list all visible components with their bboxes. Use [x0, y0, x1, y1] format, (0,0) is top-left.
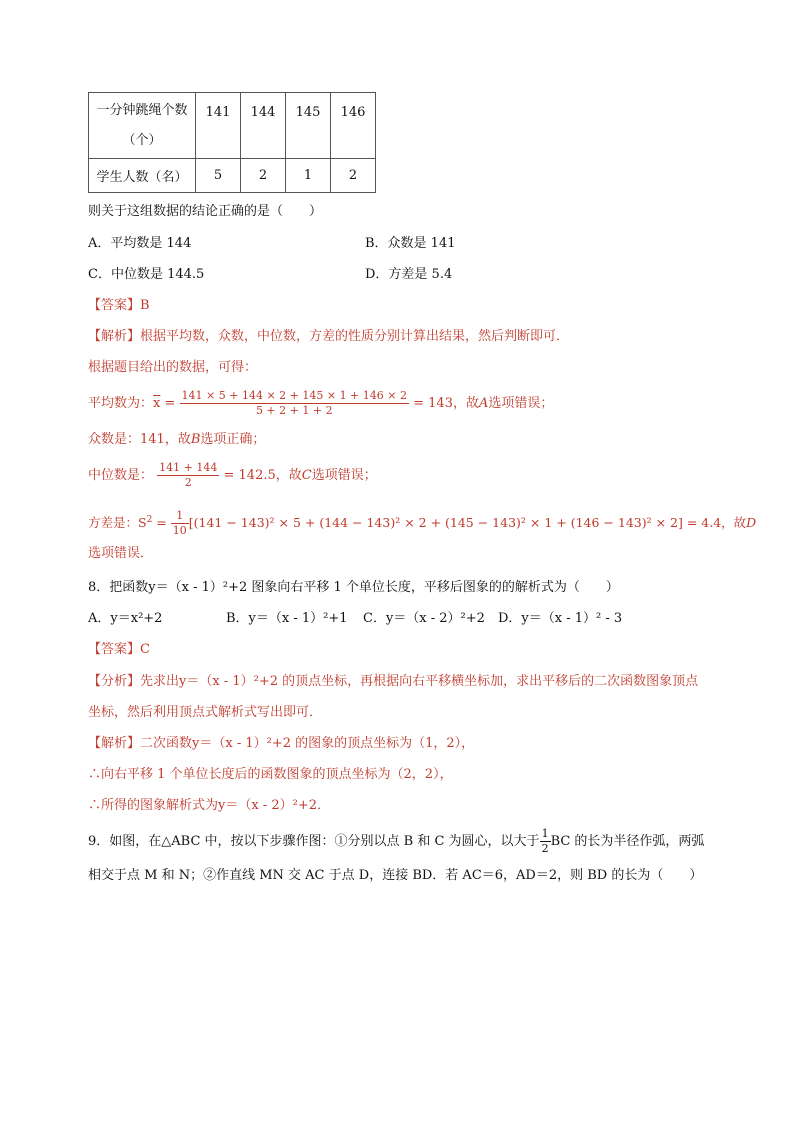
table-header-count: 一分钟跳绳个数 （个） [89, 93, 196, 159]
q9-line1: 9．如图，在△ABC 中，按以下步骤作图：①分别以点 B 和 C 为圆心，以大于 $\frac{1}{2}$ BC 的长为半径作弧，两弧 [88, 827, 705, 855]
mean-symbol: $\overline{x}$ [153, 396, 161, 411]
variance-fraction: $\frac{1}{10}$ [172, 509, 187, 538]
q7-median-line: 中位数是： $\frac{141 + 144}{2}$ = 142.5，故C选项错误； [88, 461, 377, 489]
table-cell: 2 [241, 159, 286, 193]
table-cell: 146 [331, 93, 376, 159]
median-fraction: $\frac{141 + 144}{2}$ [159, 461, 218, 489]
q7-option-d: D．方差是 5.4 [365, 267, 453, 282]
q8-stem: 8．把函数y＝（x - 1）²+2 图象向右平移 1 个单位长度，平移后图象的的解析式为（ ） [88, 580, 619, 595]
table-header-students: 学生人数（名） [89, 159, 196, 193]
q7-stem: 则关于这组数据的结论正确的是（ ） [88, 204, 323, 219]
q8-analysis-l1: 【解析】二次函数y＝（x - 1）²+2 的图象的顶点坐标为（1，2）， [88, 736, 475, 751]
mean-fraction: $\frac{141 \times 5 + 144 \times 2 + 145 \times 1 + 146 \times 2}{5 + 2 + 1 + 2}$ [181, 389, 407, 417]
table-cell: 144 [241, 93, 286, 159]
q7-variance-tail: 选项错误． [88, 546, 154, 561]
q8-fenxi-l2: 坐标，然后利用顶点式解析式写出即可． [88, 705, 323, 720]
q8-option-a: A．y＝x²+2 [88, 611, 163, 626]
data-table [88, 92, 376, 193]
table-cell: 141 [196, 93, 241, 159]
table-cell: 5 [196, 159, 241, 193]
q7-variance-line: 方差是：$S^2$ = $\frac{1}{10}$ [(141 − 143)² × 5 + (144 − 143)² × 2 + (145 − 143)² × 1 + (146 − 143)² × 2] = 4.4，故D [88, 509, 757, 538]
q7-given: 根据题目给出的数据，可得： [88, 360, 258, 375]
q9-fraction: $\frac{1}{2}$ [541, 827, 549, 855]
q7-option-a: A．平均数是 144 [88, 236, 192, 251]
table-cell: 1 [286, 159, 331, 193]
answer-value: B [140, 298, 150, 313]
q8-fenxi-l1: 【分析】先求出y＝（x - 1）²+2 的顶点坐标，再根据向右平移横坐标加，求出平移后的二次函数图象顶点 [88, 674, 699, 689]
table-cell: 145 [286, 93, 331, 159]
q8-option-b: B．y＝（x - 1）²+1 [226, 611, 348, 626]
q9-line2: 相交于点 M 和 N；②作直线 MN 交 AC 于点 D，连接 BD．若 AC＝6，AD＝2，则 BD 的长为（ ） [88, 868, 703, 883]
q8-option-d: D．y＝（x - 1）² - 3 [498, 611, 623, 626]
q8-option-c: C．y＝（x - 2）²+2 [363, 611, 485, 626]
q7-analysis: 【解析】根据平均数，众数，中位数，方差的性质分别计算出结果，然后判断即可． [88, 329, 570, 344]
q7-mode-line: 众数是：141，故B选项正确； [88, 432, 266, 447]
q7-answer [88, 296, 150, 316]
table-cell: 2 [331, 159, 376, 193]
q8-answer: 【答案】C [88, 642, 150, 657]
q7-option-b: B．众数是 141 [365, 236, 456, 251]
analysis-label: 【解析】 [88, 329, 141, 344]
q7-option-c: C．中位数是 144.5 [88, 267, 205, 282]
q8-analysis-l2: ∴向右平移 1 个单位长度后的函数图象的顶点坐标为（2，2）， [88, 767, 453, 782]
q8-analysis-l3: ∴所得的图象解析式为y＝（x - 2）²+2． [88, 798, 330, 813]
q7-mean-line: 平均数为：$\overline{x}$ = $\frac{141 \times 5 + 144 \times 2 + 145 \times 1 + 146 \times 2}{5 + 2 + 1 + 2}$ = 143，故A选项错误； [88, 389, 554, 417]
answer-label: 【答案】 [88, 298, 141, 313]
